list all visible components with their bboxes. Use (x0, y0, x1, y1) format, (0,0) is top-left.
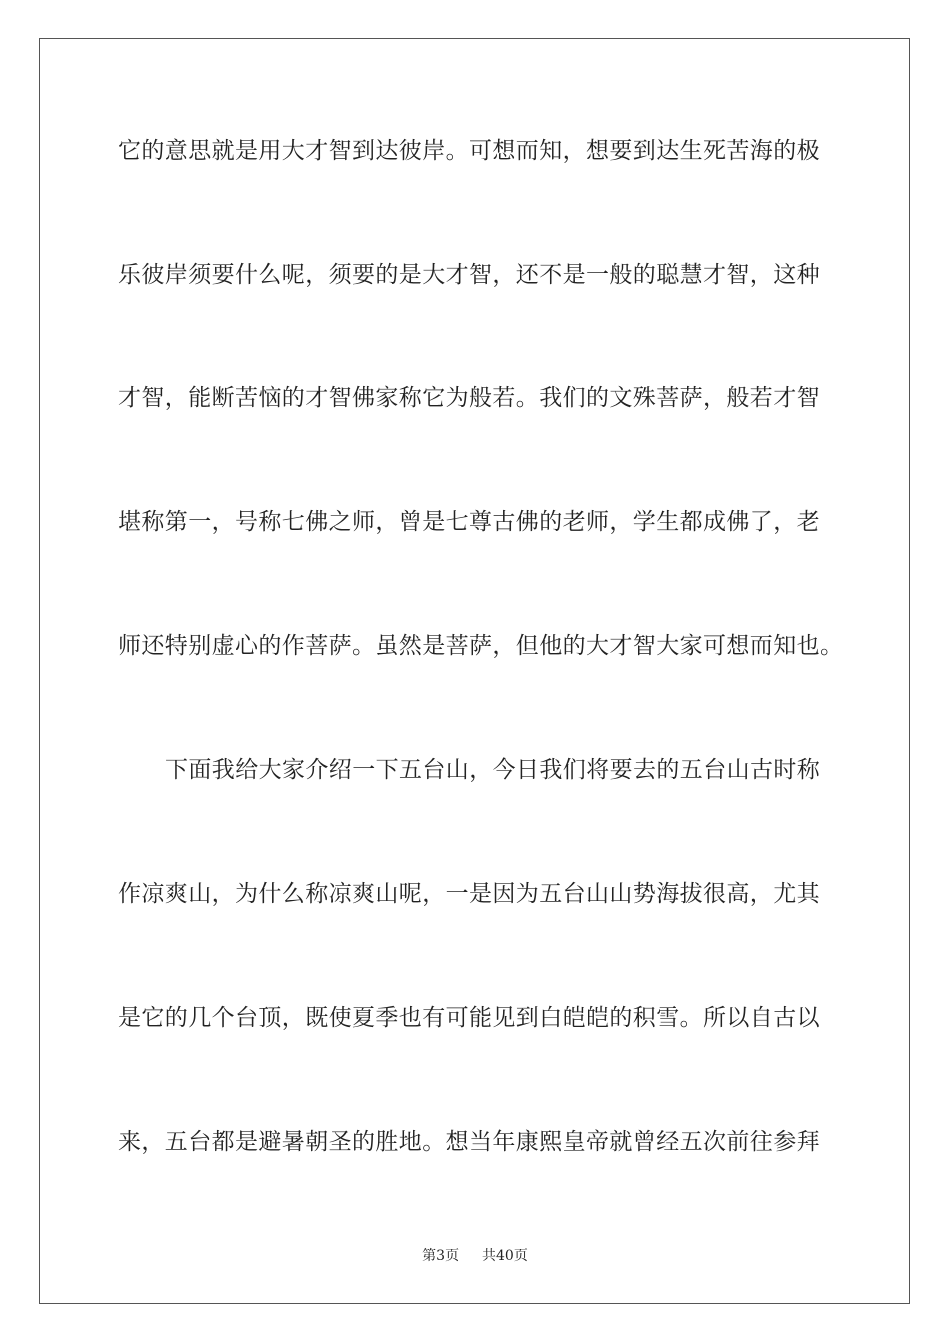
text-line-5: 师还特别虚心的作菩萨。虽然是菩萨，但他的大才智大家可想而知也。 (118, 633, 844, 659)
text-line-1: 它的意思就是用大才智到达彼岸。可想而知，想要到达生死苦海的极 (118, 138, 820, 164)
text-line-6: 下面我给大家介绍一下五台山，今日我们将要去的五台山古时称 (165, 757, 821, 783)
text-line-4: 堪称第一，号称七佛之师，曾是七尊古佛的老师，学生都成佛了，老 (118, 509, 820, 535)
page-footer (0, 1245, 950, 1265)
text-line-7: 作凉爽山，为什么称凉爽山呢，一是因为五台山山势海拔很高，尤其 (118, 881, 820, 907)
page-total: 共40页 (482, 1248, 528, 1264)
text-line-8: 是它的几个台顶，既使夏季也有可能见到白皑皑的积雪。所以自古以 (118, 1005, 820, 1031)
text-line-3: 才智，能断苦恼的才智佛家称它为般若。我们的文殊菩萨，般若才智 (118, 385, 820, 411)
text-line-9: 来，五台都是避暑朝圣的胜地。想当年康熙皇帝就曾经五次前往参拜 (118, 1129, 820, 1155)
page-border (39, 38, 910, 1304)
text-line-2: 乐彼岸须要什么呢，须要的是大才智，还不是一般的聪慧才智，这种 (118, 262, 820, 288)
page-number: 第3页 (422, 1248, 460, 1264)
